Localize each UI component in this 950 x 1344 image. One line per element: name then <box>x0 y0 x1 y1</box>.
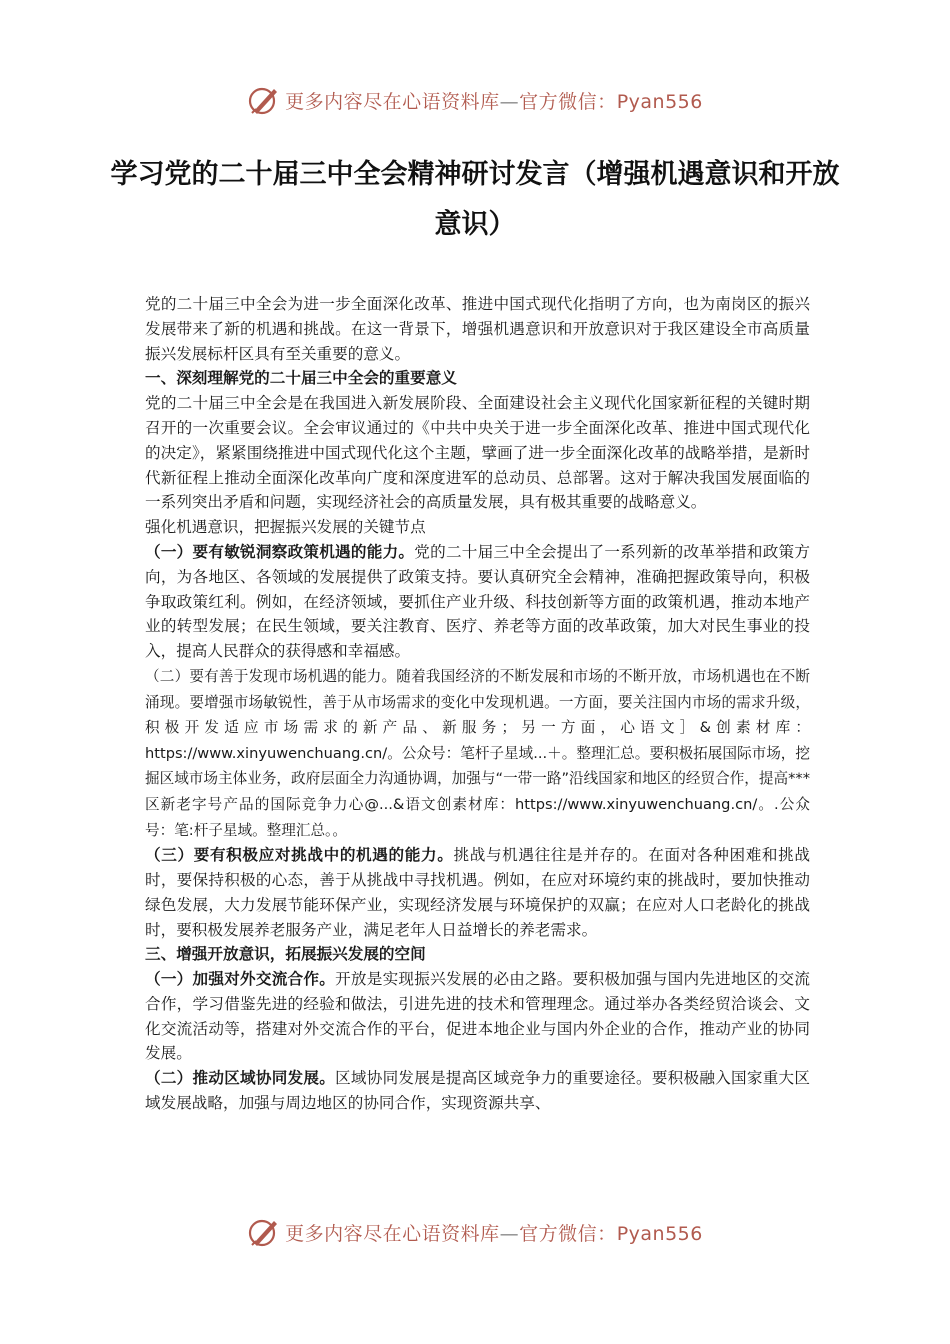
header-banner <box>0 80 950 120</box>
subsection-t1-text: 开放是实现振兴发展的必由之路。要积极加强与国内先进地区的交流合作，学习借鉴先进的经验和做法，引进先进的技术和管理理念。通过举办各类经贸洽谈会、文化交流活动等，搭建对外交流合作的平台，促进本地企业与国内外企业的合作，推动产业的协同发展。 <box>145 970 810 1063</box>
banner-site-text: 更多内容尽在心语资料库 <box>285 90 500 113</box>
subsection-t2-lead: （二）推动区域协同发展。 <box>145 1068 336 1088</box>
document-body <box>145 292 810 1116</box>
subsection-1-text: 党的二十届三中全会提出了一系列新的改革举措和政策方向，为各地区、各领域的发展提供了政策支持。要认真研究全会精神，准确把握政策导向，积极争取政策红利。例如，在经济领域，要抓住产业升级、科技创新等方面的政策机遇，推动本地产业的转型发展；在民生领域，要关注教育、医疗、养老等方面的改革政策，加大对民生事业的投入，提高人民群众的获得感和幸福感。 <box>145 542 810 661</box>
subsection-3-text: 挑战与机遇往往是并存的。在面对各种困难和挑战时，要保持积极的心态，善于从挑战中寻找机遇。例如，在应对环境约束的挑战时，要加快推动绿色发展，大力发展节能环保产业，实现经济发展与环境保护的双赢；在应对人口老龄化的挑战时，要积极发展养老服务产业，满足老年人日益增长的养老需求。 <box>145 846 810 939</box>
subsection-t1-lead: （一）加强对外交流合作。 <box>145 969 336 989</box>
section-heading-2: 强化机遇意识，把握振兴发展的关键节点 <box>145 518 426 537</box>
footer-wechat-id: Pyan556 <box>616 1222 703 1245</box>
banner-wechat-label: 官方微信： <box>519 90 617 113</box>
subsection-t1 <box>145 967 810 1066</box>
pen-logo-icon <box>247 1215 281 1249</box>
pen-logo-icon <box>247 83 281 117</box>
footer-banner <box>0 1212 950 1252</box>
section-heading-1: 一、深刻理解党的二十届三中全会的重要意义 <box>145 368 457 388</box>
section-1-paragraph: 党的二十届三中全会是在我国进入新发展阶段、全面建设社会主义现代化国家新征程的关键时期召开的一次重要会议。全会审议通过的《中共中央关于进一步全面深化改革、推进中国式现代化的决定》，紧紧围绕推进中国式现代化这个主题，擘画了进一步全面深化改革的战略举措，是新时代新征程上推动全面深化改革向广度和深度进军的总动员、总部署。这对于解决我国发展面临的一系列突出矛盾和问题，实现经济社会的高质量发展，具有极其重要的战略意义。 <box>145 394 810 512</box>
footer-dash: — <box>499 1222 520 1245</box>
subsection-3-lead: （三）要有积极应对挑战中的机遇的能力。 <box>145 845 454 865</box>
banner-wechat-id: Pyan556 <box>616 90 703 113</box>
subsection-1-lead: （一）要有敏锐洞察政策机遇的能力。 <box>145 541 415 561</box>
subsection-t2 <box>145 1066 810 1116</box>
subsection-t2-text: 区域协同发展是提高区域竞争力的重要途径。要积极融入国家重大区域发展战略，加强与周边地区的协同合作，实现资源共享、 <box>145 1069 810 1113</box>
banner-dash: — <box>499 90 520 113</box>
footer-wechat-label: 官方微信： <box>519 1222 617 1245</box>
footer-site-text: 更多内容尽在心语资料库 <box>285 1222 500 1245</box>
subsection-2: （二）要有善于发现市场机遇的能力。随着我国经济的不断发展和市场的不断开放，市场机遇也在不断涌现。要增强市场敏锐性，善于从市场需求的变化中发现机遇。一方面，要关注国内市场的需求升级，积极开发适应市场需求的新产品、新服务；另一方面，心语文］&创素材库：https://www.xinyuwenchuang.cn/。公众号：笔杆子星域...＋。整理汇总。要积极拓展国际市场，挖掘区域市场主体业务，政府层面全力沟通协调，加强与“一带一路”沿线国家和地区的经贸合作，提高***区新老字号产品的国际竞争力心@...&语文创素材库：https://www.xinyuwenchuang.cn/。.公众号：笔:杆子星域。整理汇总。。 <box>145 667 811 839</box>
subsection-1 <box>145 540 810 664</box>
document-title: 学习党的二十届三中全会精神研讨发言（增强机遇意识和开放意识） <box>110 159 840 240</box>
subsection-3 <box>145 843 810 942</box>
intro-paragraph: 党的二十届三中全会为进一步全面深化改革、推进中国式现代化指明了方向，也为南岗区的振兴发展带来了新的机遇和挑战。在这一背景下，增强机遇意识和开放意识对于我区建设全市高质量振兴发展标杆区具有至关重要的意义。 <box>145 295 810 363</box>
section-heading-3: 三、增强开放意识，拓展振兴发展的空间 <box>145 944 426 964</box>
